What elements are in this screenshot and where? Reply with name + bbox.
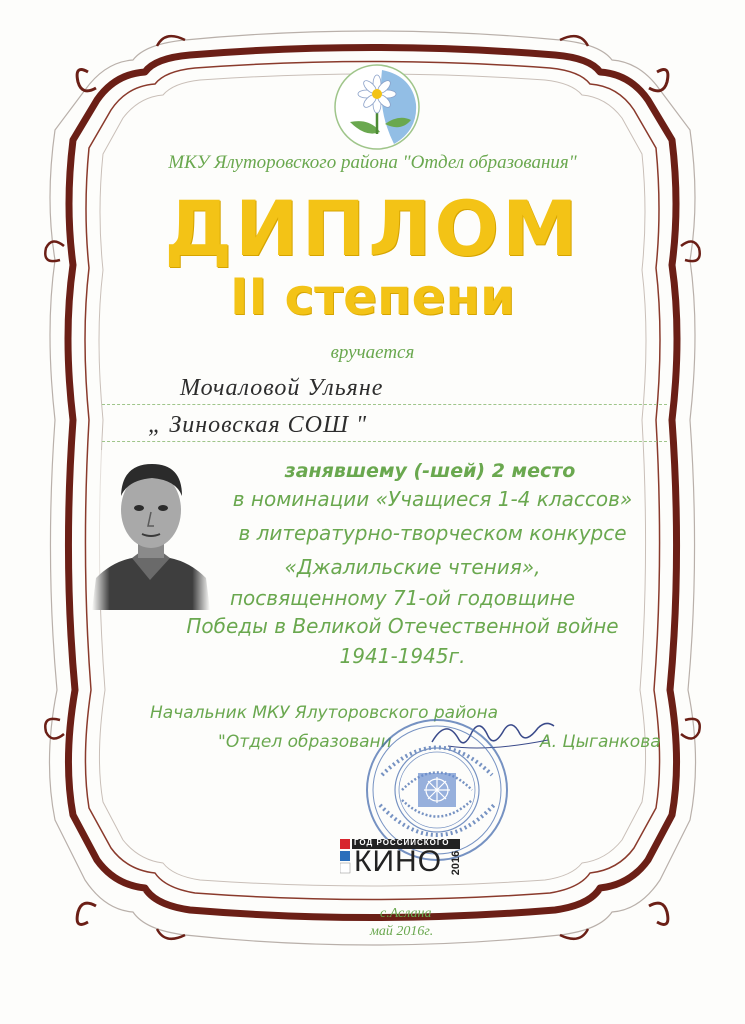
organization-name: МКУ Ялуторовского района "Отдел образования" [168,152,577,173]
recipient-line [102,404,667,405]
body-line-contest-name: «Джалильские чтения», [284,555,541,579]
recipient-name: Мочаловой Ульяне [180,375,384,401]
year-of-cinema-logo [340,835,475,883]
cinema-logo-year: 2016 [450,850,463,876]
signer-name: А. Цыганкова [540,732,661,752]
footer-place: с.Аслана [380,906,432,921]
body-line-contest: в литературно-творческом конкурсе [238,521,627,545]
diploma-title: ДИПЛОМ [164,184,581,273]
signature-title-line2: "Отдел образовани [218,732,392,752]
awarded-label: вручается [330,342,415,363]
diploma-degree: II степени [229,268,516,326]
body-line-victory: Победы в Великой Отечественной войне [186,614,619,638]
school-line [102,441,667,442]
place-text: занявшему (-шей) 2 место [284,460,576,482]
signature-title-line1: Начальник МКУ Ялуторовского района [150,703,499,723]
body-line-years: 1941-1945г. [339,644,466,668]
body-line-nomination: в номинации «Учащиеся 1-4 классов» [232,487,633,511]
footer-date: май 2016г. [370,924,434,939]
cinema-logo-small-text: ГОД РОССИЙСКОГО [354,838,450,847]
daisy-logo [330,62,424,152]
cinema-logo-big-text: КИНО [354,845,443,878]
school-name: „ Зиновская СОШ " [148,412,368,438]
body-line-anniversary: посвященному 71-ой годовщине [229,586,575,610]
